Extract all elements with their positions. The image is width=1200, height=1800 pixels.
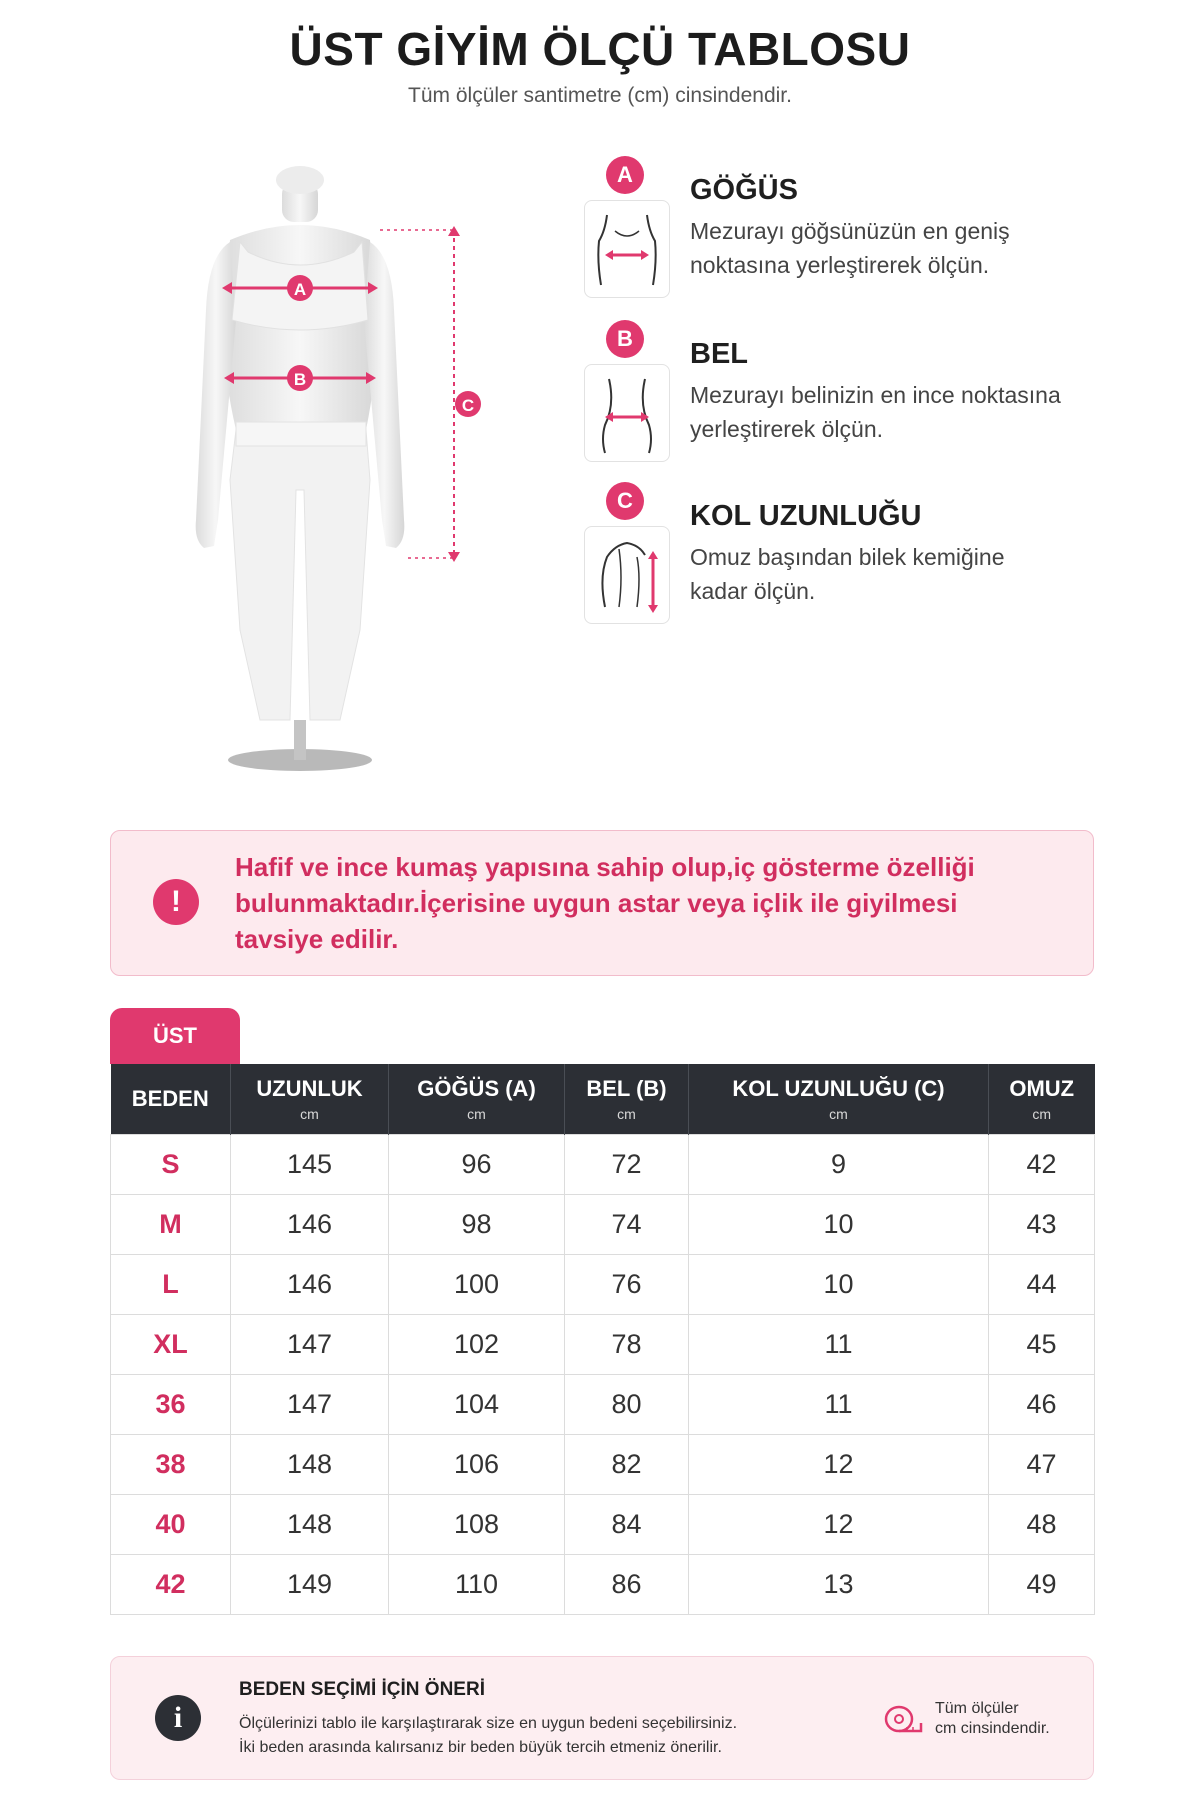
value-cell: 9	[689, 1135, 989, 1195]
size-cell: S	[111, 1135, 231, 1195]
description-line: noktasına yerleştirerek ölçün.	[690, 252, 990, 278]
chest-measure-icon	[584, 200, 670, 298]
header-omuz	[989, 1064, 1095, 1135]
value-cell: 42	[989, 1135, 1095, 1195]
value-cell: 48	[989, 1495, 1095, 1555]
table-row	[111, 1255, 1095, 1315]
size-table	[110, 1064, 1095, 1615]
value-cell: 106	[389, 1435, 565, 1495]
table-row	[111, 1495, 1095, 1555]
measurement-waist	[584, 320, 1124, 470]
value-cell: 80	[565, 1375, 689, 1435]
value-cell: 108	[389, 1495, 565, 1555]
warning-line: bulunmaktadır.İçerisine uygun astar veya içlik ile giyilmesi	[235, 888, 958, 918]
value-cell: 10	[689, 1195, 989, 1255]
value-cell: 100	[389, 1255, 565, 1315]
page-title: ÜST GİYİM ÖLÇÜ TABLOSU	[289, 23, 911, 75]
table-header-row	[111, 1064, 1095, 1135]
value-cell: 84	[565, 1495, 689, 1555]
badge-a: A	[606, 156, 644, 194]
measuring-tape-icon	[883, 1701, 923, 1737]
page-subtitle: Tüm ölçüler santimetre (cm) cinsindendir.	[408, 84, 792, 107]
header-label: BEL (B)	[586, 1076, 667, 1101]
size-cell: M	[111, 1195, 231, 1255]
header-label: KOL UZUNLUĞU (C)	[732, 1076, 945, 1101]
header-gogus	[389, 1064, 565, 1135]
size-cell: 36	[111, 1375, 231, 1435]
value-cell: 82	[565, 1435, 689, 1495]
value-cell: 146	[231, 1255, 389, 1315]
header-beden	[111, 1064, 231, 1135]
table-row	[111, 1555, 1095, 1615]
table-row	[111, 1315, 1095, 1375]
value-cell: 74	[565, 1195, 689, 1255]
header-unit: cm	[467, 1106, 486, 1122]
tip-title: BEDEN SEÇİMİ İÇİN ÖNERİ	[239, 1679, 485, 1700]
header-unit: cm	[300, 1106, 319, 1122]
mannequin-figure	[170, 160, 510, 780]
warning-line: Hafif ve ince kumaş yapısına sahip olup,iç gösterme özelliği	[235, 852, 975, 882]
value-cell: 10	[689, 1255, 989, 1315]
value-cell: 145	[231, 1135, 389, 1195]
size-cell: 42	[111, 1555, 231, 1615]
exclamation-icon: !	[153, 879, 199, 925]
value-cell: 110	[389, 1555, 565, 1615]
value-cell: 96	[389, 1135, 565, 1195]
table-row	[111, 1195, 1095, 1255]
unit-note-line: cm cinsindendir.	[935, 1720, 1050, 1737]
figure-label-a: A	[293, 280, 307, 299]
measurement-title: GÖĞÜS	[690, 174, 798, 206]
header-label: GÖĞÜS (A)	[417, 1076, 536, 1101]
table-row	[111, 1435, 1095, 1495]
description-line: kadar ölçün.	[690, 578, 816, 604]
value-cell: 72	[565, 1135, 689, 1195]
description-line: Mezurayı göğsünüzün en geniş	[690, 218, 1010, 244]
warning-text	[235, 849, 1055, 957]
value-cell: 104	[389, 1375, 565, 1435]
measurement-title: BEL	[690, 338, 748, 370]
description-line: yerleştirerek ölçün.	[690, 416, 884, 442]
mannequin-illustration	[170, 160, 510, 780]
badge-c: C	[606, 482, 644, 520]
size-tip-box	[110, 1656, 1094, 1780]
measurement-chest	[584, 156, 1124, 306]
measurement-sleeve	[584, 482, 1124, 632]
table-row	[111, 1135, 1095, 1195]
header-label: OMUZ	[1009, 1076, 1075, 1101]
header-kol-uzunlugu	[689, 1064, 989, 1135]
warning-line: tavsiye edilir.	[235, 924, 399, 954]
value-cell: 44	[989, 1255, 1095, 1315]
value-cell: 148	[231, 1435, 389, 1495]
header-uzunluk	[231, 1064, 389, 1135]
header-label: UZUNLUK	[256, 1076, 363, 1101]
value-cell: 47	[989, 1435, 1095, 1495]
header-label: BEDEN	[131, 1086, 209, 1111]
measurement-title: KOL UZUNLUĞU	[690, 500, 922, 532]
value-cell: 45	[989, 1315, 1095, 1375]
value-cell: 11	[689, 1375, 989, 1435]
fabric-warning-box	[110, 830, 1094, 976]
value-cell: 12	[689, 1435, 989, 1495]
value-cell: 147	[231, 1315, 389, 1375]
measurement-description	[690, 378, 1120, 446]
value-cell: 148	[231, 1495, 389, 1555]
header-unit: cm	[829, 1106, 848, 1122]
value-cell: 76	[565, 1255, 689, 1315]
figure-label-b: B	[293, 370, 307, 389]
waist-measure-icon	[584, 364, 670, 462]
info-icon: i	[155, 1695, 201, 1741]
value-cell: 11	[689, 1315, 989, 1375]
value-cell: 12	[689, 1495, 989, 1555]
description-line: Mezurayı belinizin en ince noktasına	[690, 382, 1061, 408]
value-cell: 147	[231, 1375, 389, 1435]
value-cell: 146	[231, 1195, 389, 1255]
tab-ust[interactable]: ÜST	[110, 1008, 240, 1064]
value-cell: 13	[689, 1555, 989, 1615]
unit-note-line: Tüm ölçüler	[935, 1700, 1019, 1717]
tip-line: Ölçülerinizi tablo ile karşılaştırarak size en uygun bedeni seçebilirsiniz.	[239, 1715, 738, 1732]
value-cell: 102	[389, 1315, 565, 1375]
header-bel	[565, 1064, 689, 1135]
value-cell: 78	[565, 1315, 689, 1375]
header-unit: cm	[1032, 1106, 1052, 1122]
value-cell: 98	[389, 1195, 565, 1255]
value-cell: 46	[989, 1375, 1095, 1435]
badge-b: B	[606, 320, 644, 358]
sleeve-measure-icon	[584, 526, 670, 624]
value-cell: 149	[231, 1555, 389, 1615]
size-cell: XL	[111, 1315, 231, 1375]
tip-line: İki beden arasında kalırsanız bir beden büyük tercih etmeniz önerilir.	[239, 1739, 722, 1756]
measurement-description	[690, 540, 1120, 608]
value-cell: 49	[989, 1555, 1095, 1615]
value-cell: 86	[565, 1555, 689, 1615]
unit-note	[935, 1699, 1050, 1739]
header-unit: cm	[617, 1106, 636, 1122]
figure-label-c: C	[461, 396, 475, 415]
size-cell: 40	[111, 1495, 231, 1555]
size-cell: L	[111, 1255, 231, 1315]
value-cell: 43	[989, 1195, 1095, 1255]
table-row	[111, 1375, 1095, 1435]
description-line: Omuz başından bilek kemiğine	[690, 544, 1005, 570]
measurement-description	[690, 214, 1120, 282]
size-cell: 38	[111, 1435, 231, 1495]
